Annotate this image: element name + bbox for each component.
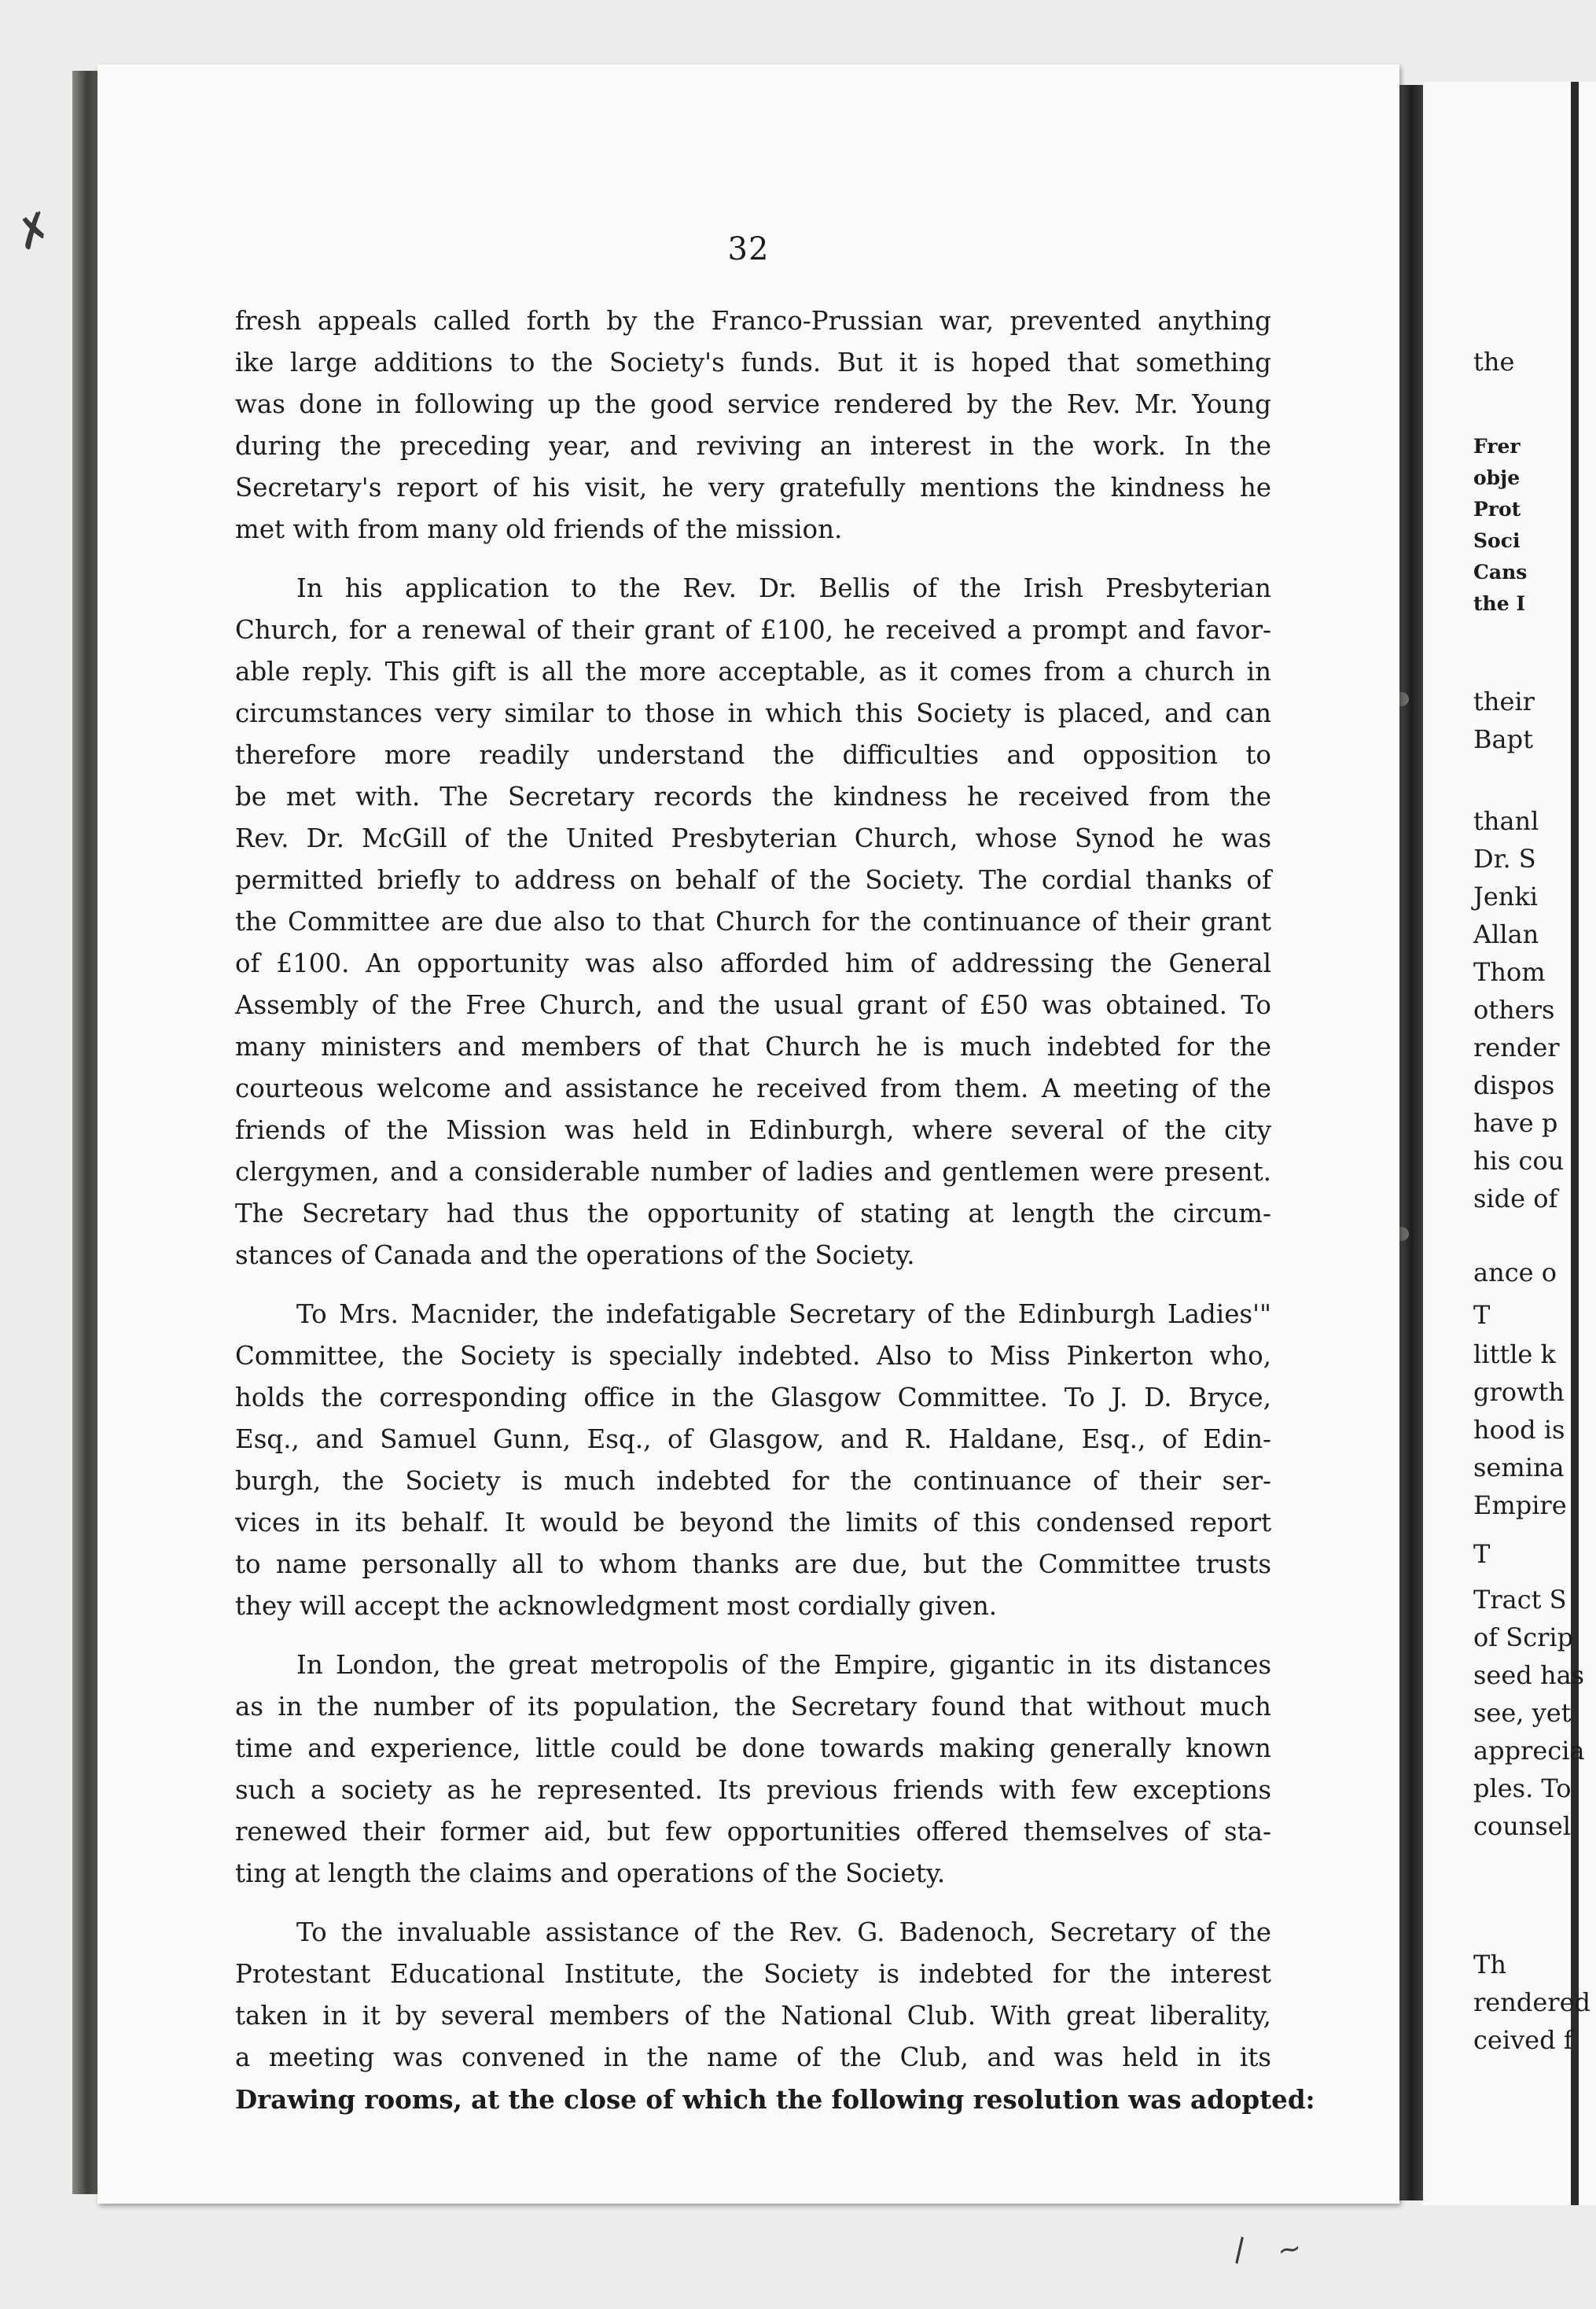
- text-line: To Mrs. Macnider, the indefatigable Secretary of the Edinburgh Ladies'": [296, 1299, 1271, 1329]
- next-page-fragment: Empire: [1473, 1490, 1567, 1520]
- next-page-fragment: of Scrip: [1473, 1622, 1574, 1652]
- text-line: of £100. An opportunity was also afforded him of addressing the General: [235, 948, 1271, 978]
- text-line: was done in following up the good service rendered by the Rev. Mr. Young: [235, 389, 1271, 419]
- text-line: ting at length the claims and operations of the Society.: [235, 1858, 946, 1888]
- text-line: Church, for a renewal of their grant of £100, he received a prompt and favor-: [235, 615, 1271, 645]
- next-page-fragment: Thom: [1473, 957, 1546, 987]
- next-page-fragment: hood is: [1473, 1415, 1565, 1445]
- main-page: [97, 64, 1399, 2204]
- next-page-fragment: Dr. S: [1473, 844, 1536, 874]
- text-line: friends of the Mission was held in Edinburgh, where several of the city: [235, 1115, 1271, 1145]
- text-line: taken in it by several members of the National Club. With great liberality,: [235, 2001, 1271, 2031]
- text-line: holds the corresponding office in the Glasgow Committee. To J. D. Bryce,: [235, 1383, 1271, 1412]
- next-page-fragment: Bapt: [1473, 724, 1533, 754]
- text-line: able reply. This gift is all the more acceptable, as it comes from a church in: [235, 657, 1271, 687]
- next-page-fragment: have p: [1473, 1108, 1558, 1138]
- next-page-fragment: others: [1473, 995, 1555, 1025]
- paragraph: [235, 568, 1271, 1276]
- next-page-fragment: ance o: [1473, 1258, 1557, 1287]
- text-line: clergymen, and a considerable number of ladies and gentlemen were present.: [235, 1157, 1271, 1187]
- text-line: time and experience, little could be done towards making generally known: [235, 1733, 1271, 1763]
- paragraph: [235, 1912, 1315, 2120]
- next-page-fragment: counsel: [1473, 1811, 1571, 1841]
- text-line: Secretary's report of his visit, he very gratefully mentions the kindness he: [235, 473, 1271, 503]
- text-line: courteous welcome and assistance he received from them. A meeting of the: [235, 1073, 1271, 1103]
- text-line: burgh, the Society is much indebted for the continuance of their ser-: [235, 1466, 1271, 1496]
- text-line: met with from many old friends of the mission.: [235, 514, 843, 544]
- text-line: Esq., and Samuel Gunn, Esq., of Glasgow, and R. Haldane, Esq., of Edin-: [235, 1424, 1271, 1454]
- next-page-fragment: T: [1473, 1300, 1491, 1330]
- text-line: be met with. The Secretary records the kindness he received from the: [235, 782, 1271, 812]
- next-page-fragment: the I: [1473, 592, 1526, 615]
- text-line: The Secretary had thus the opportunity of stating at length the circum-: [235, 1199, 1271, 1228]
- text-line: In his application to the Rev. Dr. Bellis of the Irish Presbyterian: [296, 573, 1271, 603]
- next-page-fragment: Tract S: [1473, 1585, 1567, 1615]
- scan-speck: ~: [1274, 2231, 1304, 2268]
- text-line: In London, the great metropolis of the Empire, gigantic in its distances: [296, 1650, 1271, 1680]
- text-line: renewed their former aid, but few opportunities offered themselves of sta-: [235, 1817, 1271, 1847]
- next-page-fragment: Prot: [1473, 498, 1521, 521]
- text-line: during the preceding year, and reviving an interest in the work. In the: [235, 431, 1271, 461]
- next-page-fragment: the: [1473, 347, 1515, 377]
- text-line: to name personally all to whom thanks are due, but the Committee trusts: [235, 1549, 1271, 1579]
- next-page-fragment: their: [1473, 687, 1535, 716]
- paragraph: [235, 1644, 1271, 1895]
- page-number: 32: [727, 231, 770, 267]
- paragraph: [235, 1294, 1271, 1627]
- next-page-fragment: T: [1473, 1539, 1491, 1569]
- text-line: Committee, the Society is specially indebted. Also to Miss Pinkerton who,: [235, 1341, 1271, 1371]
- next-page-fragment: little k: [1473, 1339, 1556, 1369]
- next-page-fragment: ples. To: [1473, 1773, 1572, 1803]
- text-line: Drawing rooms, at the close of which the following resolution was adopted:: [235, 2084, 1315, 2115]
- text-line: a meeting was convened in the name of the Club, and was held in its: [235, 2042, 1271, 2072]
- text-line: the Committee are due also to that Church for the continuance of their grant: [235, 907, 1271, 937]
- next-page-fragment: seed has: [1473, 1660, 1585, 1690]
- text-line: ike large additions to the Society's funds. But it is hoped that something: [235, 348, 1271, 377]
- next-page-fragment: Th: [1473, 1950, 1506, 1979]
- text-line: as in the number of its population, the Secretary found that without much: [235, 1692, 1271, 1722]
- next-page-fragment: Jenki: [1473, 882, 1538, 911]
- text-line: circumstances very similar to those in which this Society is placed, and can: [235, 698, 1271, 728]
- next-page-fragment: side of: [1473, 1184, 1558, 1213]
- text-line: stances of Canada and the operations of the Society.: [235, 1240, 915, 1270]
- binding-edge: [72, 71, 99, 2194]
- text-line: many ministers and members of that Church he is much indebted for the: [235, 1032, 1271, 1062]
- text-line: they will accept the acknowledgment most cordially given.: [235, 1591, 998, 1621]
- text-line: Assembly of the Free Church, and the usual grant of £50 was obtained. To: [235, 990, 1271, 1020]
- paragraph: [235, 300, 1271, 551]
- next-page: [1423, 82, 1596, 2205]
- scan-speck: \: [1226, 2231, 1254, 2269]
- next-page-fragment: Frer: [1473, 435, 1521, 458]
- next-page-fragment: see, yet: [1473, 1698, 1572, 1728]
- next-page-fragment: Allan: [1473, 919, 1539, 949]
- text-line: To the invaluable assistance of the Rev. G. Badenoch, Secretary of the: [296, 1917, 1271, 1947]
- next-page-fragment: growth: [1473, 1377, 1565, 1407]
- text-line: vices in its behalf. It would be beyond the limits of this condensed report: [235, 1508, 1271, 1537]
- next-page-fragment: thanl: [1473, 806, 1539, 836]
- body-text: [235, 300, 1315, 2120]
- text-line: Protestant Educational Institute, the Society is indebted for the interest: [235, 1959, 1271, 1989]
- next-page-fragment: Cans: [1473, 561, 1528, 584]
- text-line: such a society as he represented. Its previous friends with few exceptions: [235, 1775, 1271, 1805]
- next-page-fragment: obje: [1473, 466, 1521, 489]
- next-page-fragment: dispos: [1473, 1070, 1555, 1100]
- page-gutter: [1399, 85, 1423, 2200]
- next-page-fragment: semina: [1473, 1453, 1565, 1482]
- next-page-fragment: Soci: [1473, 529, 1521, 552]
- text-line: permitted briefly to address on behalf of the Society. The cordial thanks of: [235, 865, 1271, 895]
- next-page-fragment: his cou: [1473, 1146, 1565, 1176]
- text-line: Rev. Dr. McGill of the United Presbyterian Church, whose Synod he was: [235, 823, 1271, 853]
- next-page-fragment: ceived f: [1473, 2025, 1573, 2055]
- next-page-fragment: render: [1473, 1033, 1560, 1062]
- next-page-fragment: rendered: [1473, 1987, 1590, 2017]
- text-line: therefore more readily understand the difficulties and opposition to: [235, 740, 1271, 770]
- next-page-edge: [1571, 82, 1579, 2205]
- scan-speck: ✗: [8, 201, 61, 263]
- text-line: fresh appeals called forth by the Franco-Prussian war, prevented anything: [235, 306, 1271, 336]
- next-page-fragment: apprecia: [1473, 1736, 1585, 1766]
